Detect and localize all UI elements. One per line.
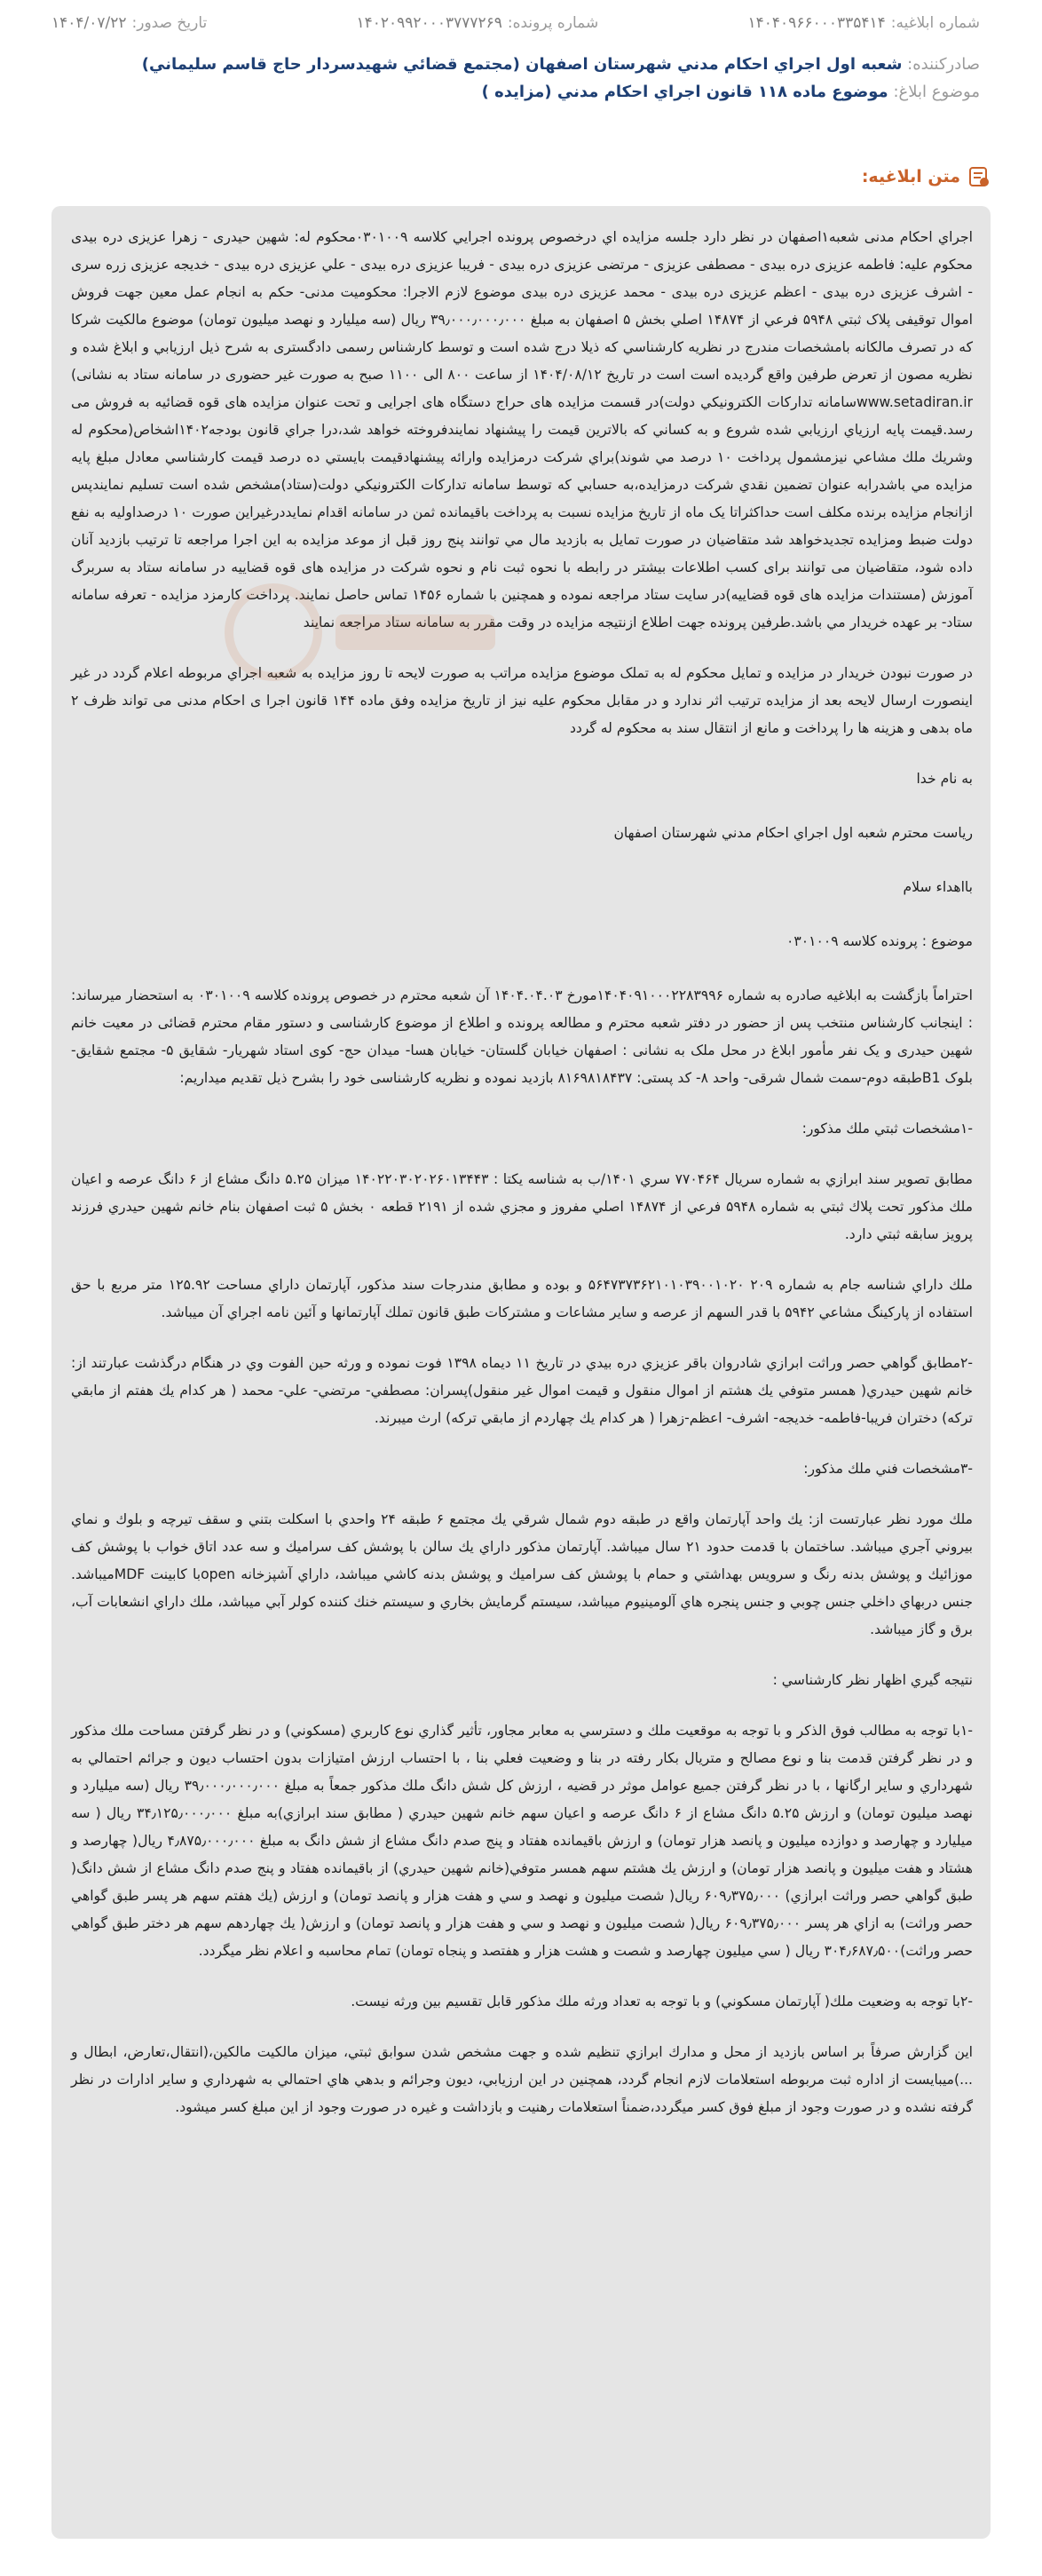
paragraph: مطابق تصوير سند ابرازي به شماره سريال ۷۷۰۴۶۴ سري ۱۴۰۱/ب به شناسه يكتا : ۱۴۰۲۲۰۳۰۲۰۲۶۰۱۳۴۴۳ ميزان ۵.۲۵ دانگ مشاع از ۶ دانگ عرصه و اعيان ملك مذكور تحت پلاك ثبتي به شماره ۵۹۴۸ فرعي از ۱۴۸۷۴ اصلي مفروز و مجزي شده از ۲۱۹۱ قطعه ۰ بخش ۵ ثبت اصفهان بنام خانم شهين حيدري فرزند پرويز سابقه ثبتي دارد. <box>71 1171 974 1242</box>
paragraph: احتراماً بازگشت به ابلاغیه صادره به شماره ۱۴۰۴۰۹۱۰۰۰۲۲۸۳۹۹۶مورخ ۱۴۰۴.۰۴.۰۳ آن شعبه محترم در خصوص پرونده کلاسه ۰۳۰۱۰۰۹ به استحضار میرساند: : اینجانب کارشناس منتخب پس از حضور در دفتر شعبه محترم و مطالعه پرونده و اطلاع از موضوع کارشناسی و دستور مقام محترم قضائی در معیت خانم شهین حیدری و یک نفر مأمور ابلاغ در محل ملک به نشانی : اصفهان خیابان گلستان- خیابان هسا- میدان حج- کوی استاد شهریار- شقایق ۵- مجتمع شقایق- بلوک B1طبقه دوم-سمت شمال شرقی- واحد ۸- کد پستی: ۸۱۶۹۸۱۸۴۳۷ بازدید نموده و نظریه کارشناسی خود را بشرح ذیل تقدیم میداریم: <box>71 987 974 1086</box>
paragraph: -۲با توجه به وضعيت ملك( آپارتمان مسكوني) و با توجه به تعداد ورثه ملك مذكور قابل تقسيم بين ورثه نيست. <box>351 1993 973 2009</box>
paragraph: -۲مطابق گواهي حصر وراثت ابرازي شادروان باقر عزيزي دره بيدي در تاريخ ۱۱ ديماه ۱۳۹۸ فوت نموده و ورثه حين الفوت وي در هنگام درگذشت عبارتند از: خانم شهين حيدري( همسر متوفي يك هشتم از اموال منقول و قيمت اموال غير منقول)پسران: مصطفي- مرتضي- علي- محمد ( هر كدام يك هفتم از مابقي تركه) دختران فريبا-فاطمه- خديجه- اشرف- اعظم-زهرا ( هر كدام يك چهاردم از مابقي تركه) ارث ميبرند. <box>71 1355 973 1426</box>
notice-subject: موضوع ابلاغ: موضوع ماده ۱۱۸ قانون اجراي احكام مدني (مزايده ) <box>481 83 980 101</box>
paragraph: اجراي احكام مدنی شعبه۱اصفهان در نظر دارد جلسه مزايده اي درخصوص پرونده اجرایي کلاسه ۰۳۰۱۰۰۹محکوم له: شهین حیدری - زهرا عزیزی دره بیدی محکوم علیه: فاطمه عزیزی دره بیدی - مصطفی عزیزی - مرتضی عزیزی دره بیدی - فریبا عزیزی دره بیدی - علي عزیزی دره بیدی - خدیجه عزیزی زره سری - اشرف عزیزی دره بیدی - اعظم عزیزی دره بیدی - محمد عزیزی دره بیدی موضوع لازم الاجرا: محکومیت مدنی- حکم به انجام عمل معین جهت فروش اموال توقیفی پلاک ثبتي ۵۹۴۸ فرعي از ۱۴۸۷۴ اصلي بخش ۵ اصفهان به مبلغ ۳۹٫۰۰۰٫۰۰۰٫۰۰۰ ریال (سه میلیارد و نهصد میلیون تومان) موضوع مالکیت شرکا كه در تصرف مالكانه بامشخصات مندرج در نظريه كارشناسي كه ذيلا درج شده است و توسط كارشناس رسمی دادگستری به شرح ذیل ارزيابي و ابلاغ شده و نظريه مصون از تعرض طرفين واقع گرديده است است در تاريخ ۱۴۰۴/۰۸/۱۲ از ساعت ۸۰۰ الی ۱۱۰۰ صبح به صورت غیر حضوری در سامانه ستاد به نشانی) www.setadiran.irسامانه تداركات الكترونيكي دولت)در قسمت مزايده های حراج دستگاه های اجرایی و تحت عنوان مزايده های قوه قضائیه به فروش می رسد.قيمت پايه ارزياي ارزيابي شده شروع و به كساني كه بالاترين قيمت را پيشنهاد نمايندفروخته خواهد شد،درا جراي قانون بودجه۱۴۰۲اشخاص(محكوم له وشريك ملك مشاعي نيزمشمول پرداخت ۱۰ درصد مي شوند)براي شركت درمزايده وارائه پيشنهادقيمت بايستي ده درصد قيمت كارشناسي معادل مبلغ پايه مزايده مي باشدرابه عنوان تضمين نقدي شركت درمزايده،به حسابي كه توسط سامانه تداركات الكترونيكي دولت(ستاد)مشخص شده است تسليم نمايندپس ازانجام مزايده برنده مكلف است حداكثراتا يک ماه از تاريخ مزايده نسبت به پرداخت باقيمانده ثمن در سامانه اقدام نمايددرغيراين صورت ۱۰ درصداوليه به نفع دولت ضبط ومزايده تجديدخواهد شد متقاضیان در صورت تمایل به بازدید مال مي توانند پنج روز قبل از موعد مزایده به این اجرا مراجعه تا ترتیب بازدید آنان داده شود، متقاضیان می توانند برای کسب اطلاعات بیشتر در رابطه با نحوه ثبت نام و نحوه شرکت در مزایده های قوه قضاییه در سامانه ستاد به سربرگ آموزش (مستندات مزایده های قوه قضاییه)در سایت ستاد مراجعه نموده و همچنین با شماره ۱۴۵۶ تماس حاصل نمايند. پرداخت كارمزد مزايده - تعرفه سامانه ستاد- بر عهده خريدار مي باشد.طرفين پرونده جهت اطلاع ازنتيجه مزايده در وقت مقرر به سامانه ستاد مراجعه نمايند <box>71 229 974 630</box>
paragraph: اين گزارش صرفاً بر اساس بازديد از محل و مدارك ابرازي تنظيم شده و جهت مشخص شدن سوابق ثبتي، ميزان مالكيت مالكين،(انتقال،تعارض، ابطال و ...)میبایست از اداره ثبت مربوطه استعلامات لازم انجام گردد، همچنين در اين ارزيابي، ديون وجرائم و بدهي هاي احتمالي به شهرداري و ساير ادارات در نظر گرفته نشده و در صورت وجود از مبلغ فوق كسر ميگردد،ضمناً استعلامات رهنيت و بازداشت و غيره در صورت وجود از اين مبلغ كسر ميشود. <box>71 2044 973 2115</box>
paragraph: ملك داراي شناسه جام به شماره ۲۰۹ ۵۶۴۷۳۷۳۶۲۱۰۱۰۳۹۰۰۱۰۲۰ و بوده و مطابق مندرجات سند مذكور، آپارتمان داراي مساحت ۱۲۵.۹۲ متر مربع با حق استفاده از پاركينگ مشاعي ۵۹۴۲ با قدر السهم از عرصه و ساير مشاعات و مشتركات طبق قانون تملك آپارتمانها و آئين نامه اجراي آن ميباشد. <box>71 1277 974 1320</box>
case-number: شماره پرونده: ۱۴۰۲۰۹۹۲۰۰۰۳۷۷۷۲۶۹ <box>356 14 599 32</box>
paragraph: نتيجه گيري اظهار نظر كارشناسي : <box>772 1672 973 1688</box>
paragraph: -۱با توجه به مطالب فوق الذكر و با توجه به موقعيت ملك و دسترسي به معابر مجاور، تأثير گذاري نوع كاربري (مسكوني) و در نظر گرفتن مساحت ملك مذكور و در نظر گرفتن قدمت بنا و نوع مصالح و متريال بكار رفته در بنا و وضعيت فعلي بنا ، با احتساب ارزش امتيازات بدون احتساب ديون و جرائم احتمالي به شهرداري و ساير ارگانها ، با در نظر گرفتن جميع عوامل موثر در قضيه ، ارزش كل شش دانگ ملك مذكور جمعاً به مبلغ ۳۹٫۰۰۰٫۰۰۰٫۰۰۰ ريال (سه ميليارد و نهصد ميليون تومان) و ارزش ۵.۲۵ دانگ مشاع از ۶ دانگ عرصه و اعيان سهم خانم شهين حيدري ( مطابق سند ابرازي)به مبلغ ۳۴٫۱۲۵٫۰۰۰٫۰۰۰ ريال ( سه ميليارد و چهارصد و دوازده ميليون و پانصد هزار تومان) و ارزش باقيمانده هفتاد و پنج صدم دانگ مشاع از شش دانگ به مبلغ ۴٫۸۷۵٫۰۰۰٫۰۰۰ ريال( چهارصد و هشتاد و هفت ميليون و پانصد هزار تومان) و ارزش يك هشتم سهم همسر متوفي(خانم شهين حيدري) از باقيمانده هفتاد و پنج صدم دانگ مشاع از شش دانگ( طبق گواهي حصر وراثت ابرازي) ۶۰۹٫۳۷۵٫۰۰۰ ريال( شصت ميليون و نهصد و سي و هفت هزار و پانصد تومان) و ارزش (يك هفتم سهم هر پسر طبق گواهي حصر وراثت) به ازاي هر پسر ۶۰۹٫۳۷۵٫۰۰۰ ريال( شصت ميليون و نهصد و سي و هفت هزار و پانصد تومان) و ارزش( يك چهاردهم سهم هر دختر طبق گواهي حصر وراثت)۳۰۴٫۶۸۷٫۵۰۰ ريال ( سي ميليون چهارصد و شصت و هشت هزار و هفتصد و پنجاه تومان) تمام محاسبه و اعلام نظر ميگردد. <box>71 1723 974 1959</box>
paragraph: بااهداء سلام <box>903 879 973 895</box>
paragraph: به نام خدا <box>916 771 973 787</box>
paragraph: -۳مشخصات فني ملك مذكور: <box>803 1461 973 1477</box>
notice-body-heading: متن ابلاغیه: <box>862 165 991 188</box>
paragraph: در صورت نبودن خريدار در مزايده و تمايل محكوم له به تملک موضوع مزايده مراتب به صورت لايحه تا روز مزايده به شعبه اجراي مربوطه اعلام گردد در غير اينصورت ارسال لايحه بعد از مزايده ترتيب اثر ندارد و در مقابل محكوم عليه نيز از تاريخ مزايده وفق ماده ۱۴۴ قانون اجرا ی احكام مدنی می تواند ظرف ۲ ماه بدهی و هزینه ها را پرداخت و مانع از انتقال سند به محكوم له گردد <box>71 665 973 736</box>
notice-body <box>51 206 991 2539</box>
paragraph: رياست محترم شعبه اول اجراي احكام مدني شهرستان اصفهان <box>613 825 973 841</box>
notice-meta <box>0 0 1042 186</box>
paragraph: موضوع : پرونده كلاسه ۰۳۰۱۰۰۹ <box>785 933 973 949</box>
meta-numbers <box>51 0 980 46</box>
paragraph: ملك مورد نظر عبارتست از: يك واحد آپارتمان واقع در طبقه دوم شمال شرقي يك مجتمع ۶ طبقه ۲۴ واحدي با اسكلت بتني و سقف تيرچه و بلوك و نماي بيروني آجري ميباشد. ساختمان با قدمت حدود ۲۱ سال ميباشد. آپارتمان مذكور داراي يك سالن با پوشش كف سراميك و سه عدد اتاق خواب با پوشش كف موزائيك و پوشش بدنه رنگ و سرويس بهداشتي و حمام با پوشش كف سراميك و پوشش بدنه كاشي ميباشد، داراي آشپزخانه openبا كابينت MDFميباشد. جنس دربهاي داخلي جنس چوبي و جنس پنجره هاي آلومينيوم ميباشد، سيستم گرمايش بخاري و سيستم خنك كننده كولر آبي ميباشد، ملك داراي انشعابات آب، برق و گاز ميباشد. <box>71 1511 974 1637</box>
notice-icon <box>967 165 991 188</box>
paragraph: -۱مشخصات ثبتي ملك مذكور: <box>801 1121 973 1137</box>
issuer: صادرکننده: شعبه اول اجراي احكام مدني شهرستان اصفهان (مجتمع قضائي شهيدسردار حاج قاسم سليماني) <box>141 55 980 74</box>
notice-number: شماره ابلاغیه: ۱۴۰۴۰۹۶۶۰۰۰۳۳۵۴۱۴ <box>747 14 980 32</box>
issue-date: تاریخ صدور: ۱۴۰۴/۰۷/۲۲ <box>51 14 208 32</box>
